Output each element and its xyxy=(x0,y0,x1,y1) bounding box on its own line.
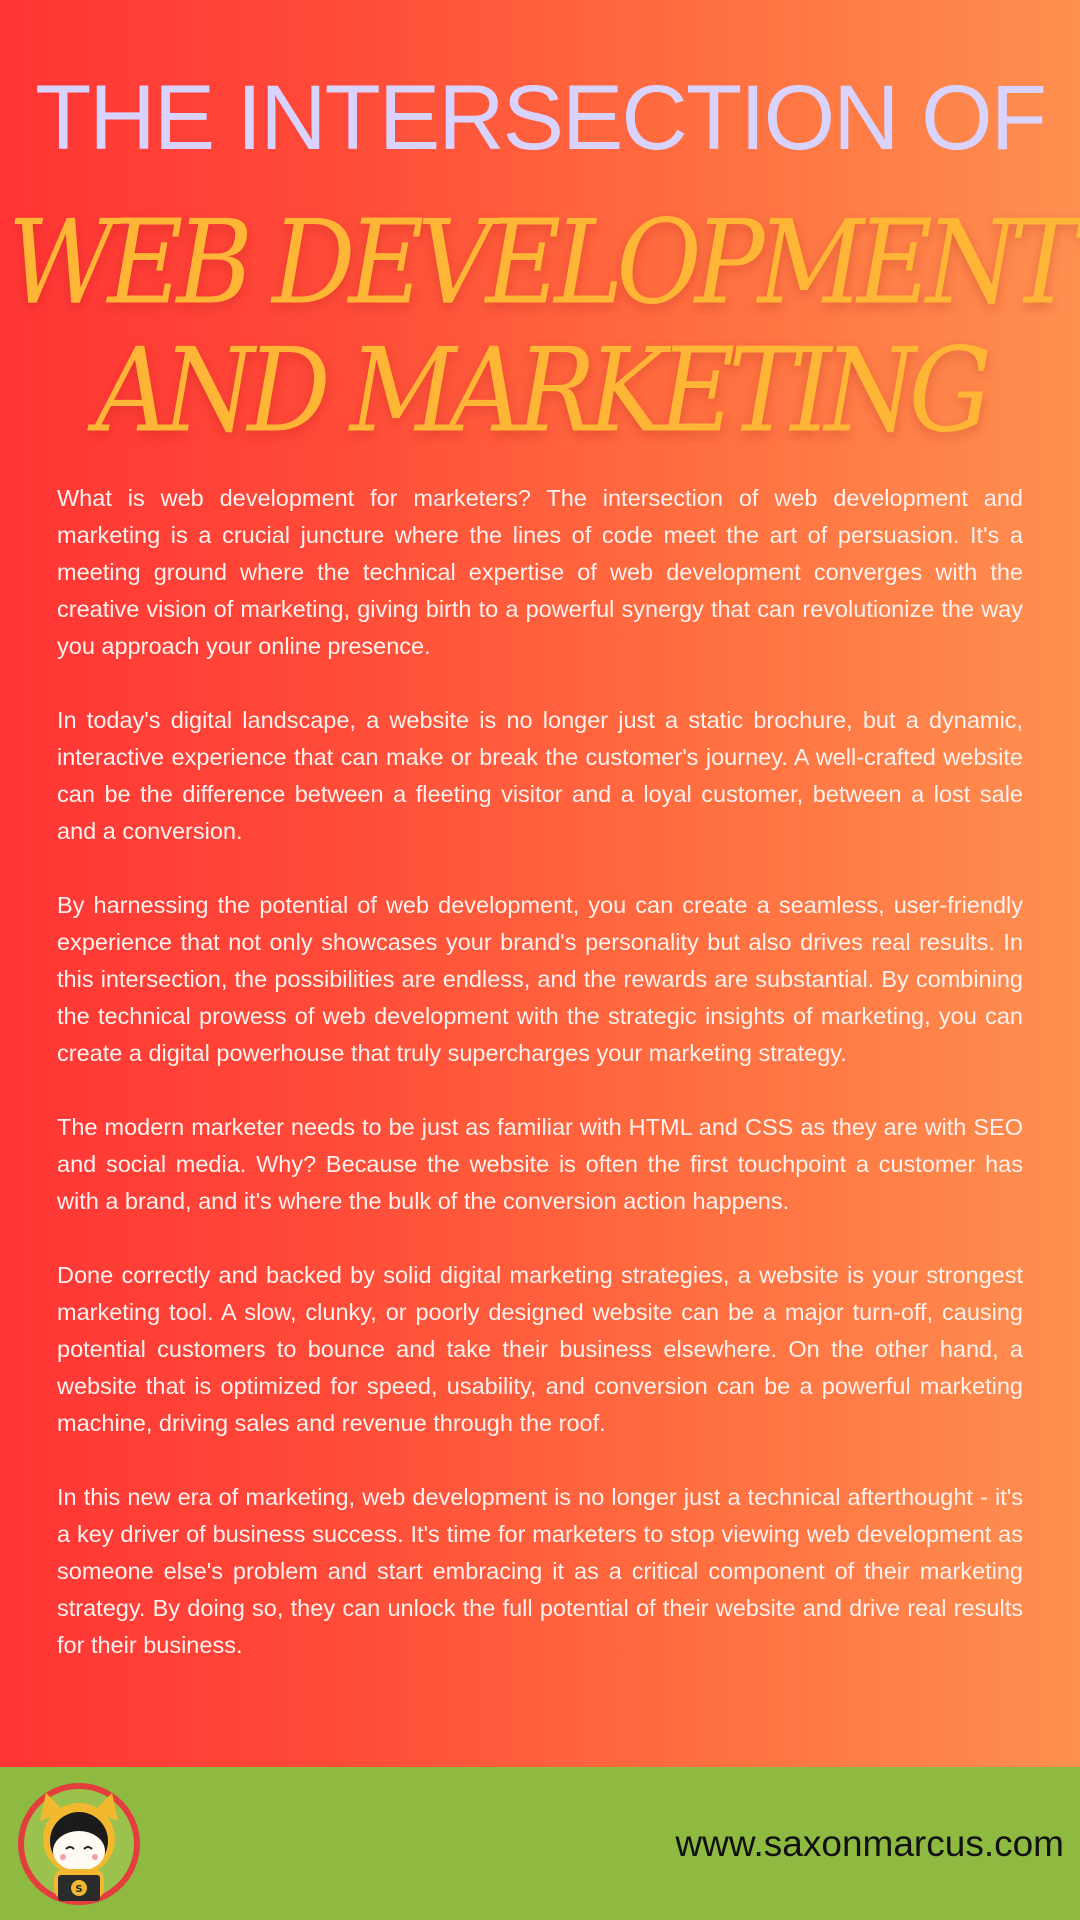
paragraph-2: In today's digital landscape, a website is no longer just a static brochure, but a dynamic, interactive experience that can make or break the customer's journey. A well-crafted website can be the difference between a fleeting visitor and a loyal customer, between a lost sale and a conversion. xyxy=(57,707,1023,844)
cat-mascot-avatar-icon xyxy=(16,1781,142,1907)
paragraph-4: The modern marketer needs to be just as familiar with HTML and CSS as they are with SEO and social media. Why? Because the website is often the first touchpoint a customer has with a brand, and it's where the bulk of the conversion action happens. xyxy=(57,1114,1023,1214)
paragraph-5: Done correctly and backed by solid digital marketing strategies, a website is your strongest marketing tool. A slow, clunky, or poorly designed website can be a major turn-off, causing potential customers to bounce and take their business elsewhere. On the other hand, a website that is optimized for speed, usability, and conversion can be a powerful marketing machine, driving sales and revenue through the roof. xyxy=(57,1262,1023,1436)
footer-bar xyxy=(0,1767,1080,1920)
title-line-3: AND MARKETING xyxy=(95,321,985,459)
paragraph-3: By harnessing the potential of web development, you can create a seamless, user-friendly experience that not only showcases your brand's personality but also drives real results. In this intersection, the possibilities are endless, and the rewards are substantial. By combining the technical prowess of web development with the strategic insights of marketing, you can create a digital powerhouse that truly supercharges your marketing strategy. xyxy=(57,892,1023,1066)
title-line-1: THE INTERSECTION OF xyxy=(35,67,1045,169)
title-line-2: WEB DEVELOPMENT xyxy=(7,193,1073,331)
svg-text:S: S xyxy=(75,1884,83,1895)
paragraph-6: In this new era of marketing, web development is no longer just a technical afterthought - it's a key driver of business success. It's time for marketers to stop viewing web development as someone else's problem and start embracing it as a critical component of their marketing strategy. By doing so, they can unlock the full potential of their website and drive real results for their business. xyxy=(57,1484,1023,1658)
paragraph-1: What is web development for marketers? The intersection of web development and marketing is a crucial juncture where the lines of code meet the art of persuasion. It's a meeting ground where the technical expertise of web development converges with the creative vision of marketing, giving birth to a powerful synergy that can revolutionize the way you approach your online presence. xyxy=(57,485,1023,659)
website-url[interactable]: www.saxonmarcus.com xyxy=(675,1823,1064,1864)
article-body xyxy=(57,480,1023,1701)
